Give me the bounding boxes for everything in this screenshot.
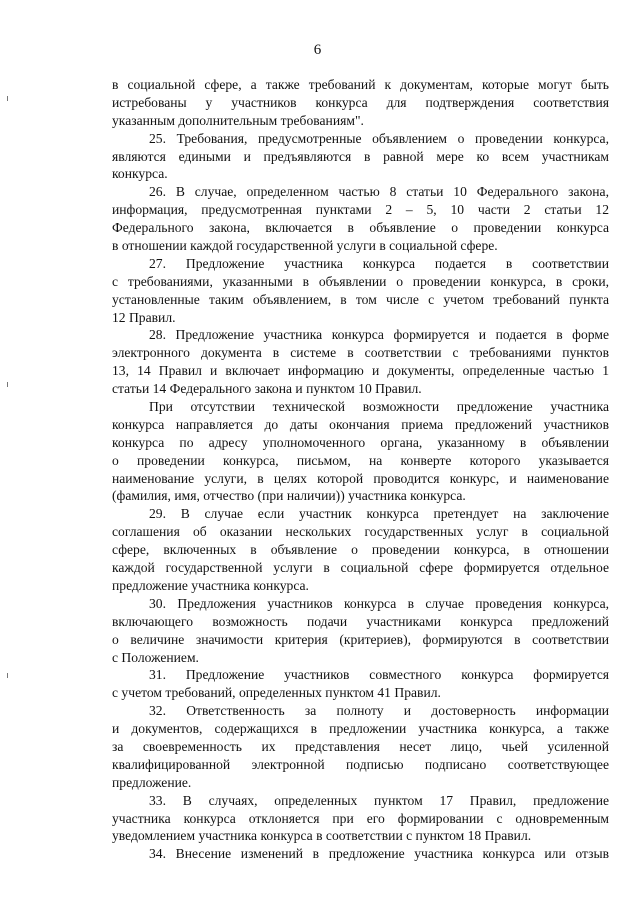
text-line: 13, 14 Правил и включает информацию и документы, определенные частью 1 <box>112 363 609 379</box>
text-line: соглашения об оказании нескольких государственных услуг в социальной <box>112 524 609 540</box>
text-line: предложение участника конкурса. <box>112 577 309 593</box>
text-line: квалифицированной электронной подписью подписано соответствующее <box>112 756 609 772</box>
text-line: 34. Внесение изменений в предложение участника конкурса или отзыв <box>149 846 609 862</box>
text-line: 30. Предложения участников конкурса в случае проведения конкурса, <box>149 595 609 611</box>
text-line: истребованы у участников конкурса для подтверждения соответствия <box>112 94 609 110</box>
page-number: 6 <box>313 42 322 58</box>
text-line: Федерального закона, включается в объявление о проведении конкурса <box>112 220 609 236</box>
text-line: 25. Требования, предусмотренные объявлением о проведении конкурса, <box>149 130 609 146</box>
text-line: за своевременность их представления несет лицо, чьей усиленной <box>112 738 609 754</box>
text-line: 28. Предложение участника конкурса формируется и подается в форме <box>149 327 609 343</box>
scan-margin-mark <box>7 96 8 101</box>
text-line: включающего возможность подачи участниками конкурса предложений <box>112 613 609 629</box>
text-line: 27. Предложение участника конкурса подается в соответствии <box>149 255 609 271</box>
text-line: сфере, включенных в объявление о проведении конкурса, в отношении <box>112 542 609 558</box>
text-line: 29. В случае если участник конкурса претендует на заключение <box>149 506 609 522</box>
text-line: 31. Предложение участников совместного конкурса формируется <box>149 667 609 683</box>
scan-margin-mark <box>7 382 8 387</box>
text-line: 12 Правил. <box>112 309 176 325</box>
text-line: в отношении каждой государственной услуги в социальной сфере. <box>112 238 498 254</box>
text-line: статьи 14 Федерального закона и пунктом 10 Правил. <box>112 381 422 397</box>
text-line: о величине значимости критерия (критериев), формируются в соответствии <box>112 631 609 647</box>
scan-margin-mark <box>7 673 8 678</box>
text-line: наименование услуги, в целях которой проводится конкурс, и наименование <box>112 470 609 486</box>
text-line: с Положением. <box>112 649 199 665</box>
text-line: конкурса направляется до даты окончания приема предложений участников <box>112 416 609 432</box>
text-line: При отсутствии технической возможности предложение участника <box>149 399 609 415</box>
text-line: (фамилия, имя, отчество (при наличии)) участника конкурса. <box>112 488 466 504</box>
document-body <box>112 76 609 863</box>
text-line: указанным дополнительным требованиям". <box>112 112 364 128</box>
text-line: конкурса. <box>112 166 168 182</box>
text-line: и документов, содержащихся в предложении участника конкурса, а также <box>112 721 609 737</box>
text-line: с учетом требований, определенных пунктом 41 Правил. <box>112 685 441 701</box>
text-line: предложение. <box>112 774 192 790</box>
text-line: уведомлением участника конкурса в соответствии с пунктом 18 Правил. <box>112 828 532 844</box>
text-line: 32. Ответственность за полноту и достоверность информации <box>149 703 609 719</box>
text-line: с требованиями, указанными в объявлении о проведении конкурса, в сроки, <box>112 273 609 289</box>
text-line: 33. В случаях, определенных пунктом 17 Правил, предложение <box>149 792 609 808</box>
text-line: 26. В случае, определенном частью 8 статьи 10 Федерального закона, <box>149 184 609 200</box>
text-line: электронного документа в системе в соответствии с требованиями пунктов <box>112 345 609 361</box>
text-line: конкурса по адресу уполномоченного органа, указанному в объявлении <box>112 434 609 450</box>
text-line: являются едиными и предъявляются в равной мере ко всем участникам <box>112 148 609 164</box>
text-line: в социальной сфере, а также требований к документам, которые могут быть <box>112 77 609 92</box>
text-line: каждой государственной услуги в социальной сфере формируется отдельное <box>112 560 609 576</box>
text-line: информация, предусмотренная пунктами 2 – 5, 10 части 2 статьи 12 <box>112 202 609 218</box>
text-line: участника конкурса отклоняется при его формировании с одновременным <box>112 810 609 826</box>
text-line: о проведении конкурса, письмом, на конверте которого указывается <box>112 452 609 468</box>
text-line: установленные таким объявлением, в том числе с учетом требований пункта <box>112 291 609 307</box>
